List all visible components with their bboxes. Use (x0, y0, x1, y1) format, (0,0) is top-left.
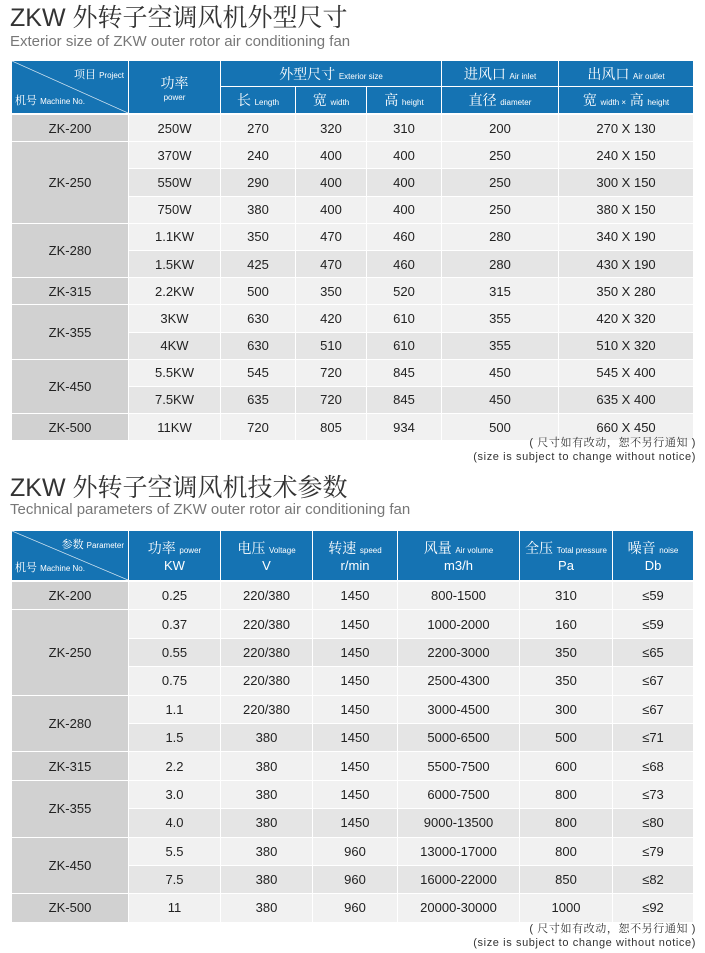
value-cell: 420 X 320 (558, 304, 693, 331)
value-cell: 0.25 (128, 581, 220, 609)
value-cell: 11KW (128, 413, 220, 440)
value-cell: 3000-4500 (397, 695, 519, 723)
value-cell: ≤82 (612, 865, 693, 893)
value-cell: 2.2KW (128, 277, 220, 304)
value-cell: 660 X 450 (558, 413, 693, 440)
model-cell: ZK-200 (12, 114, 128, 141)
value-cell: 220/380 (220, 695, 312, 723)
value-cell: 400 (366, 196, 441, 223)
value-cell: 450 (441, 386, 558, 413)
header-noise: 噪音 noise Db (612, 531, 693, 581)
value-cell: 5.5 (128, 837, 220, 865)
value-cell: 1000 (519, 893, 612, 921)
value-cell: 1.5KW (128, 250, 220, 277)
value-cell: 1450 (312, 723, 397, 751)
value-cell: 3.0 (128, 780, 220, 808)
value-cell: 1450 (312, 751, 397, 779)
value-cell: 11 (128, 893, 220, 921)
value-cell: 1450 (312, 695, 397, 723)
value-cell: 1000-2000 (397, 609, 519, 637)
value-cell: ≤92 (612, 893, 693, 921)
value-cell: 350 (220, 223, 295, 250)
technical-parameters-table (12, 531, 693, 922)
value-cell: 1450 (312, 638, 397, 666)
value-cell: 450 (441, 359, 558, 386)
table-row (12, 751, 693, 779)
value-cell: 350 X 280 (558, 277, 693, 304)
value-cell: 370W (128, 141, 220, 168)
value-cell: 300 (519, 695, 612, 723)
value-cell: 425 (220, 250, 295, 277)
value-cell: 5500-7500 (397, 751, 519, 779)
value-cell: 635 X 400 (558, 386, 693, 413)
value-cell: 510 X 320 (558, 332, 693, 359)
table-row (12, 304, 693, 331)
value-cell: 845 (366, 386, 441, 413)
header-speed: 转速 speed r/min (312, 531, 397, 581)
value-cell: 1450 (312, 581, 397, 609)
value-cell: 380 X 150 (558, 196, 693, 223)
value-cell: 240 (220, 141, 295, 168)
value-cell: 630 (220, 304, 295, 331)
value-cell: 310 (519, 581, 612, 609)
value-cell: 380 (220, 780, 312, 808)
value-cell: 1450 (312, 780, 397, 808)
value-cell: 800-1500 (397, 581, 519, 609)
header-voltage: 电压 Voltage V (220, 531, 312, 581)
value-cell: 240 X 150 (558, 141, 693, 168)
value-cell: 470 (295, 223, 366, 250)
header-corner: 项目 Project 机号 Machine No. (12, 61, 128, 114)
table-row (12, 141, 693, 168)
header-power: 功率 power (128, 61, 220, 114)
value-cell: 380 (220, 723, 312, 751)
value-cell: ≤59 (612, 609, 693, 637)
model-cell: ZK-200 (12, 581, 128, 609)
table-row (12, 837, 693, 865)
value-cell: 350 (295, 277, 366, 304)
value-cell: 250 (441, 168, 558, 195)
value-cell: 160 (519, 609, 612, 637)
value-cell: 20000-30000 (397, 893, 519, 921)
section2-note: ( 尺寸如有改动，恕不另行通知 ) (size is subject to change without notice) (473, 923, 696, 949)
value-cell: ≤71 (612, 723, 693, 751)
value-cell: 460 (366, 250, 441, 277)
table-row (12, 114, 693, 141)
header-power-kw: 功率 power KW (128, 531, 220, 581)
section1-title: ZKW 外转子空调风机外型尺寸 (10, 4, 348, 32)
value-cell: 400 (295, 168, 366, 195)
header-width: 宽 width (295, 87, 366, 114)
value-cell: 250 (441, 141, 558, 168)
value-cell: 380 (220, 196, 295, 223)
value-cell: 1.5 (128, 723, 220, 751)
model-cell: ZK-250 (12, 609, 128, 694)
table-row (12, 277, 693, 304)
value-cell: 4KW (128, 332, 220, 359)
value-cell: 220/380 (220, 609, 312, 637)
value-cell: 720 (220, 413, 295, 440)
value-cell: 960 (312, 865, 397, 893)
header-exterior-size: 外型尺寸 Exterior size (220, 61, 441, 87)
header-height: 高 height (366, 87, 441, 114)
table-row (12, 223, 693, 250)
value-cell: ≤79 (612, 837, 693, 865)
value-cell: 500 (519, 723, 612, 751)
value-cell: 220/380 (220, 638, 312, 666)
value-cell: 550W (128, 168, 220, 195)
value-cell: ≤80 (612, 808, 693, 836)
header-total-pressure: 全压 Total pressure Pa (519, 531, 612, 581)
value-cell: 2500-4300 (397, 666, 519, 694)
model-cell: ZK-500 (12, 413, 128, 440)
value-cell: 610 (366, 304, 441, 331)
value-cell: 320 (295, 114, 366, 141)
value-cell: 430 X 190 (558, 250, 693, 277)
value-cell: 630 (220, 332, 295, 359)
value-cell: 845 (366, 359, 441, 386)
table-row (12, 695, 693, 723)
value-cell: 1.1 (128, 695, 220, 723)
value-cell: 1450 (312, 666, 397, 694)
table-row (12, 893, 693, 921)
exterior-size-table (12, 61, 693, 440)
value-cell: 270 (220, 114, 295, 141)
value-cell: 380 (220, 865, 312, 893)
model-cell: ZK-315 (12, 277, 128, 304)
value-cell: 290 (220, 168, 295, 195)
section2-title: ZKW 外转子空调风机技术参数 (10, 474, 348, 502)
table-row (12, 359, 693, 386)
table-row (12, 581, 693, 609)
model-cell: ZK-450 (12, 359, 128, 413)
value-cell: 380 (220, 808, 312, 836)
value-cell: 600 (519, 751, 612, 779)
header-air-volume: 风量 Air volume m3/h (397, 531, 519, 581)
value-cell: 355 (441, 304, 558, 331)
value-cell: 7.5 (128, 865, 220, 893)
value-cell: 460 (366, 223, 441, 250)
value-cell: 355 (441, 332, 558, 359)
header-air-inlet: 进风口 Air inlet (441, 61, 558, 87)
value-cell: 470 (295, 250, 366, 277)
value-cell: 200 (441, 114, 558, 141)
table-row (12, 780, 693, 808)
model-cell: ZK-355 (12, 304, 128, 358)
value-cell: 220/380 (220, 581, 312, 609)
value-cell: 380 (220, 837, 312, 865)
value-cell: 300 X 150 (558, 168, 693, 195)
value-cell: 350 (519, 666, 612, 694)
value-cell: 934 (366, 413, 441, 440)
value-cell: ≤73 (612, 780, 693, 808)
value-cell: 0.55 (128, 638, 220, 666)
value-cell: ≤67 (612, 695, 693, 723)
value-cell: 250 (441, 196, 558, 223)
value-cell: 545 X 400 (558, 359, 693, 386)
value-cell: 220/380 (220, 666, 312, 694)
value-cell: 5.5KW (128, 359, 220, 386)
value-cell: 750W (128, 196, 220, 223)
value-cell: 545 (220, 359, 295, 386)
value-cell: 610 (366, 332, 441, 359)
value-cell: 2200-3000 (397, 638, 519, 666)
section1-subtitle: Exterior size of ZKW outer rotor air conditioning fan (10, 33, 351, 50)
value-cell: ≤65 (612, 638, 693, 666)
value-cell: 1450 (312, 609, 397, 637)
value-cell: ≤59 (612, 581, 693, 609)
value-cell: 350 (519, 638, 612, 666)
value-cell: 380 (220, 751, 312, 779)
value-cell: 13000-17000 (397, 837, 519, 865)
value-cell: 340 X 190 (558, 223, 693, 250)
value-cell: 4.0 (128, 808, 220, 836)
value-cell: 2.2 (128, 751, 220, 779)
value-cell: 800 (519, 780, 612, 808)
value-cell: 800 (519, 837, 612, 865)
value-cell: ≤67 (612, 666, 693, 694)
value-cell: 5000-6500 (397, 723, 519, 751)
model-cell: ZK-280 (12, 223, 128, 277)
value-cell: 1.1KW (128, 223, 220, 250)
value-cell: ≤68 (612, 751, 693, 779)
value-cell: 400 (366, 168, 441, 195)
value-cell: 315 (441, 277, 558, 304)
value-cell: 9000-13500 (397, 808, 519, 836)
value-cell: 0.37 (128, 609, 220, 637)
section2-subtitle: Technical parameters of ZKW outer rotor air conditioning fan (10, 501, 411, 518)
value-cell: 850 (519, 865, 612, 893)
value-cell: 1450 (312, 808, 397, 836)
value-cell: 800 (519, 808, 612, 836)
value-cell: 400 (295, 196, 366, 223)
value-cell: 16000-22000 (397, 865, 519, 893)
value-cell: 7.5KW (128, 386, 220, 413)
value-cell: 720 (295, 386, 366, 413)
value-cell: 0.75 (128, 666, 220, 694)
value-cell: 270 X 130 (558, 114, 693, 141)
value-cell: 310 (366, 114, 441, 141)
value-cell: 3KW (128, 304, 220, 331)
model-cell: ZK-355 (12, 780, 128, 837)
model-cell: ZK-450 (12, 837, 128, 894)
value-cell: 280 (441, 223, 558, 250)
model-cell: ZK-500 (12, 893, 128, 921)
header-air-outlet: 出风口 Air outlet (558, 61, 693, 87)
model-cell: ZK-315 (12, 751, 128, 779)
model-cell: ZK-280 (12, 695, 128, 752)
value-cell: 250W (128, 114, 220, 141)
section1-note: ( 尺寸如有改动，恕不另行通知 ) (size is subject to change without notice) (473, 437, 696, 463)
table-row (12, 609, 693, 637)
value-cell: 280 (441, 250, 558, 277)
value-cell: 520 (366, 277, 441, 304)
value-cell: 500 (441, 413, 558, 440)
value-cell: 960 (312, 893, 397, 921)
value-cell: 400 (366, 141, 441, 168)
header-diameter: 直径 diameter (441, 87, 558, 114)
header-length: 长 Length (220, 87, 295, 114)
value-cell: 635 (220, 386, 295, 413)
model-cell: ZK-250 (12, 141, 128, 223)
header-outlet-wh: 宽 width × 高 height (558, 87, 693, 114)
value-cell: 500 (220, 277, 295, 304)
value-cell: 400 (295, 141, 366, 168)
value-cell: 380 (220, 893, 312, 921)
header-corner: 参数 Parameter 机号 Machine No. (12, 531, 128, 581)
value-cell: 510 (295, 332, 366, 359)
value-cell: 960 (312, 837, 397, 865)
value-cell: 805 (295, 413, 366, 440)
value-cell: 420 (295, 304, 366, 331)
value-cell: 6000-7500 (397, 780, 519, 808)
value-cell: 720 (295, 359, 366, 386)
